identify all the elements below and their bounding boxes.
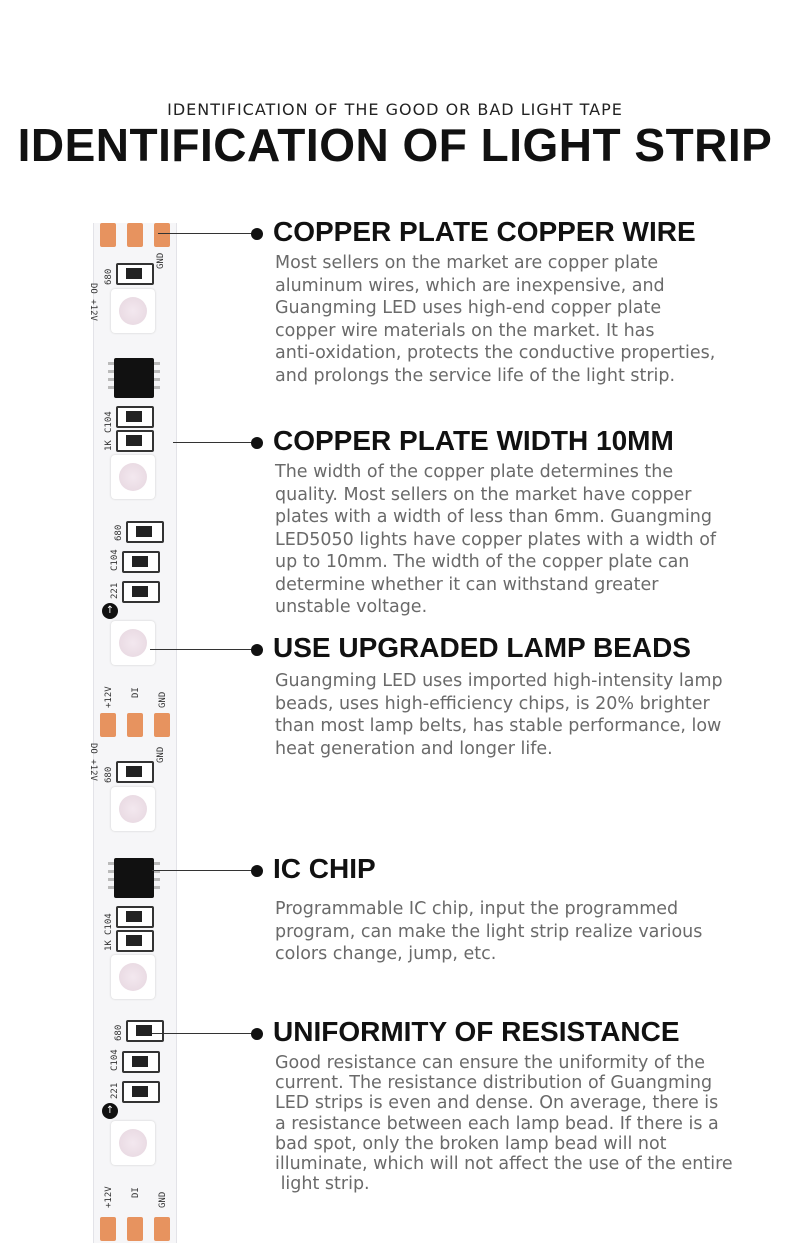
description-line: plates with a width of less than 6mm. Guangming <box>275 507 713 527</box>
resistor <box>122 581 160 603</box>
resistor <box>122 1051 160 1073</box>
resistor <box>126 521 164 543</box>
description-line: determine whether it can withstand greater <box>275 574 659 595</box>
section-heading: COPPER PLATE COPPER WIRE <box>273 216 696 247</box>
description-line: copper wire materials on the market. It has <box>275 320 655 341</box>
strip-label-di: DI <box>131 1187 141 1198</box>
strip-label-1k: 1K <box>104 940 114 951</box>
description-line: up to 10mm. The width of the copper plate can <box>275 552 690 572</box>
description-line: heat generation and longer life. <box>275 738 553 759</box>
resistor <box>116 263 154 285</box>
resistor <box>122 551 160 573</box>
strip-label-do-12v: DO +12V <box>88 283 98 321</box>
ic-chip <box>114 358 154 398</box>
copper-pad <box>127 223 143 247</box>
description-line: LED strips is even and dense. On average, there is <box>275 1093 719 1114</box>
callout-line <box>152 870 256 871</box>
resistor <box>116 906 154 928</box>
strip-label-221: 221 <box>110 1082 120 1099</box>
strip-label-c104: C104 <box>110 549 120 571</box>
description-line: than most lamp belts, has stable performance, low <box>275 716 722 736</box>
section-heading: UNIFORMITY OF RESISTANCE <box>273 1016 680 1047</box>
strip-label-680: 680 <box>104 268 114 285</box>
strip-label-gnd: GND <box>156 252 166 269</box>
copper-pad <box>100 713 116 737</box>
copper-pad <box>127 1217 143 1241</box>
strip-label-680: 680 <box>114 1024 124 1041</box>
callout-dot <box>251 437 263 449</box>
lamp-bead <box>111 621 155 665</box>
strip-label-gnd: GND <box>158 1191 168 1208</box>
strip-label-c104: C104 <box>104 411 114 433</box>
strip-label-680: 680 <box>104 766 114 783</box>
description-line: Good resistance can ensure the uniformity of the <box>275 1053 706 1073</box>
lamp-bead <box>111 455 155 499</box>
copper-pad <box>100 1217 116 1241</box>
section-description <box>275 670 745 760</box>
description-line: Most sellers on the market are copper plate <box>275 253 659 273</box>
copper-pad <box>100 223 116 247</box>
description-line: colors change, jump, etc. <box>275 944 497 964</box>
strip-label-gnd: GND <box>156 746 166 763</box>
description-line: Guangming LED uses imported high-intensity lamp <box>275 671 723 691</box>
section-description <box>275 898 745 966</box>
resistor <box>116 430 154 452</box>
copper-pad <box>154 1217 170 1241</box>
callout-dot <box>251 228 263 240</box>
section-heading: IC CHIP <box>273 853 376 884</box>
strip-label-680: 680 <box>114 524 124 541</box>
lamp-bead <box>111 289 155 333</box>
callout-line <box>152 1033 256 1034</box>
strip-label-221: 221 <box>110 582 120 599</box>
callout-line <box>150 649 256 650</box>
led-strip-illustration <box>88 223 177 1243</box>
description-line: unstable voltage. <box>275 597 428 617</box>
arrow-up-icon: ↑ <box>102 1103 118 1119</box>
strip-label-c104: C104 <box>110 1049 120 1071</box>
page-title: IDENTIFICATION OF LIGHT STRIP <box>17 119 773 171</box>
description-line: LED5050 lights have copper plates with a width of <box>275 529 717 550</box>
callout-dot <box>251 644 263 656</box>
arrow-up-icon: ↑ <box>102 603 118 619</box>
lamp-bead <box>111 787 155 831</box>
strip-label-1k: 1K <box>104 440 114 451</box>
description-line: program, can make the light strip realize various <box>275 921 703 942</box>
resistor <box>116 761 154 783</box>
page-subtitle: IDENTIFICATION OF THE GOOD OR BAD LIGHT TAPE <box>167 100 623 119</box>
copper-pad <box>154 713 170 737</box>
strip-label-c104: C104 <box>104 913 114 935</box>
callout-dot <box>251 865 263 877</box>
callout-line <box>158 233 256 234</box>
section-description <box>275 252 745 387</box>
description-line: The width of the copper plate determines the <box>275 462 674 482</box>
resistor <box>126 1020 164 1042</box>
description-line: Programmable IC chip, input the programmed <box>275 899 679 919</box>
description-line: light strip. <box>275 1174 370 1195</box>
description-line: and prolongs the service life of the light strip. <box>275 365 676 386</box>
description-line: quality. Most sellers on the market have copper <box>275 484 692 505</box>
ic-chip <box>114 858 154 898</box>
strip-label-di: DI <box>131 687 141 698</box>
copper-pad <box>127 713 143 737</box>
resistor <box>122 1081 160 1103</box>
lamp-bead <box>111 1121 155 1165</box>
lamp-bead <box>111 955 155 999</box>
description-line: aluminum wires, which are inexpensive, and <box>275 275 665 296</box>
strip-label-12v: +12V <box>104 1186 114 1208</box>
section-description <box>275 461 745 619</box>
copper-pad <box>154 223 170 247</box>
description-line: beads, uses high-efficiency chips, is 20% brighter <box>275 693 710 714</box>
description-line: illuminate, which will not affect the use of the entire <box>275 1154 733 1175</box>
section-heading: USE UPGRADED LAMP BEADS <box>273 632 691 663</box>
description-line: anti-oxidation, protects the conductive properties, <box>275 343 716 363</box>
callout-line <box>173 442 256 443</box>
callout-dot <box>251 1028 263 1040</box>
section-heading: COPPER PLATE WIDTH 10MM <box>273 425 674 456</box>
resistor <box>116 406 154 428</box>
resistor <box>116 930 154 952</box>
strip-label-do-12v: DO +12V <box>88 743 98 781</box>
section-description <box>275 1053 745 1194</box>
description-line: current. The resistance distribution of Guangming <box>275 1073 713 1094</box>
description-line: Guangming LED uses high-end copper plate <box>275 298 662 318</box>
strip-label-gnd: GND <box>158 691 168 708</box>
strip-label-12v: +12V <box>104 686 114 708</box>
description-line: a resistance between each lamp bead. If there is a <box>275 1113 719 1134</box>
description-line: bad spot, only the broken lamp bead will not <box>275 1133 667 1154</box>
